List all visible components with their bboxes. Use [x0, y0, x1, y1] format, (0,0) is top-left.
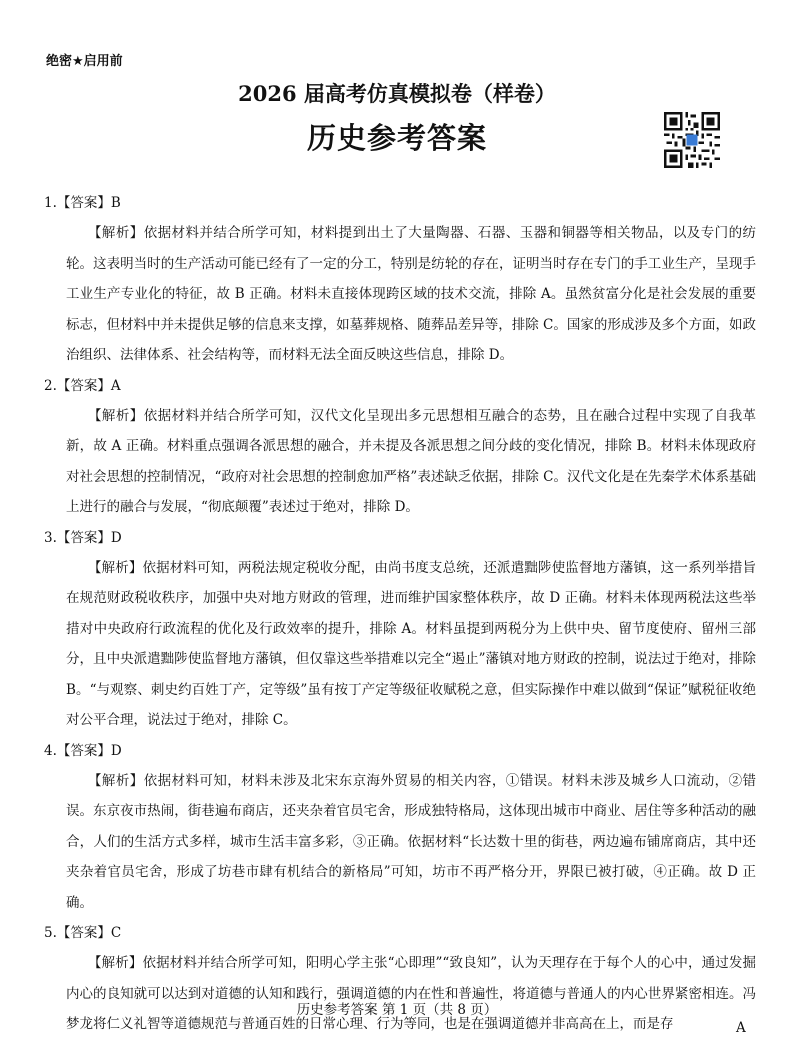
page-footer: 历史参考答案 第 1 页（共 8 页） [296, 1002, 498, 1018]
question-number: 2. [44, 377, 57, 394]
paper-version: A [736, 1020, 746, 1036]
answer-line [44, 188, 756, 218]
question-number: 1. [44, 195, 57, 211]
explanation-text: 【解析】依据材料并结合所学可知，阳明心学主张“心即理”“致良知”，认为天理存在于每个人的心中，通过发掘内心的良知就可以达到对道德的认知和践行，强调道德的内在性和普遍性，将道德与普通人的内心世界紧密相连。冯梦龙将仁义礼智等道德规范与普通百姓的日常心理、行为等同，也是在强调道德并非高高在上，而是存 [66, 955, 756, 1032]
question-number: 5. [44, 925, 57, 941]
answer-line [44, 918, 756, 948]
question-item [44, 918, 756, 1040]
answer-line [44, 523, 756, 553]
qr-code-icon [664, 112, 720, 168]
question-item [44, 736, 756, 919]
explanation-text: 【解析】依据材料可知，材料未涉及北宋东京海外贸易的相关内容，①错误。材料未涉及城乡人口流动，②错误。东京夜市热闹，街巷遍布商店，还夹杂着官员宅舍，形成独特格局，这体现出城市中商业、居住等多种活动的融合，人们的生活方式多样，城市生活丰富多彩，③正确。依据材料“长达数十里的街巷，两边遍布铺席商店，其中还夹杂着官员宅舍，形成了坊巷市肆有机结合的新格局”可知，坊市不再严格分开，界限已被打破，④正确。故 D 正确。 [66, 772, 756, 911]
explanation-text: 【解析】依据材料可知，两税法规定税收分配，由尚书度支总统，还派遣黜陟使监督地方藩镇，这一系列举措旨在规范财政税收秩序，加强中央对地方财政的管理，进而维护国家整体秩序，故 D 正确。材料未体现两税法这些举措对中央政府行政流程的优化及行政效率的提升，排除 A。材料虽提到两税分为上供中央、留节度使府、留州三部分，且中央派遣黜陟使监督地方藩镇，但仅靠这些举措难以完全“遏止”藩镇对地方财政的控制，说法过于绝对，排除 B。“与观察、刺史约百姓丁产，定等级”虽有按丁产定等级征收赋税之意，但实际操作中难以做到“保证”赋税征收绝对公平合理，说法过于绝对，排除 C。 [66, 559, 756, 728]
answer-choice: 【答案】C [56, 925, 122, 941]
question-number: 4. [44, 742, 57, 759]
answer-line [44, 736, 756, 766]
question-item [44, 523, 756, 736]
answer-choice: 【答案】D [56, 742, 122, 759]
confidential-label: 绝密★启用前 [46, 54, 123, 69]
question-item [44, 188, 756, 371]
question-number: 3. [44, 529, 57, 546]
explanation-text: 【解析】依据材料并结合所学可知，汉代文化呈现出多元思想相互融合的态势，且在融合过程中实现了自我革新，故 A 正确。材料重点强调各派思想的融合，并未提及各派思想之间分歧的变化情况，排除 B。材料未体现政府对社会思想的控制情况，“政府对社会思想的控制愈加严格”表述缺乏依据，排除 C。汉代文化是在先秦学术体系基础上进行的融合与发展，“彻底颠覆”表述过于绝对，排除 D。 [66, 407, 756, 515]
answer-list [44, 188, 756, 1040]
answer-line [44, 371, 756, 401]
question-item [44, 371, 756, 523]
answer-choice: 【答案】D [56, 529, 122, 546]
answer-key-title: 历史参考答案 [306, 121, 487, 155]
explanation-text: 【解析】依据材料并结合所学可知，材料提到出土了大量陶器、石器、玉器和铜器等相关物品，以及专门的纺轮。这表明当时的生产活动可能已经有了一定的分工，特别是纺轮的存在，证明当时存在专门的手工业生产，呈现手工业生产专业化的特征，故 B 正确。材料未直接体现跨区域的技术交流，排除 A。虽然贫富分化是社会发展的重要标志，但材料中并未提供足够的信息来支撑，如墓葬规格、随葬品差异等，排除 C。国家的形成涉及多个方面，如政治组织、法律体系、社会结构等，而材料无法全面反映这些信息，排除 D。 [66, 225, 756, 363]
answer-choice: 【答案】A [56, 377, 121, 394]
answer-choice: 【答案】B [56, 195, 121, 211]
exam-title: 2026 届高考仿真模拟卷（样卷） [238, 81, 556, 106]
